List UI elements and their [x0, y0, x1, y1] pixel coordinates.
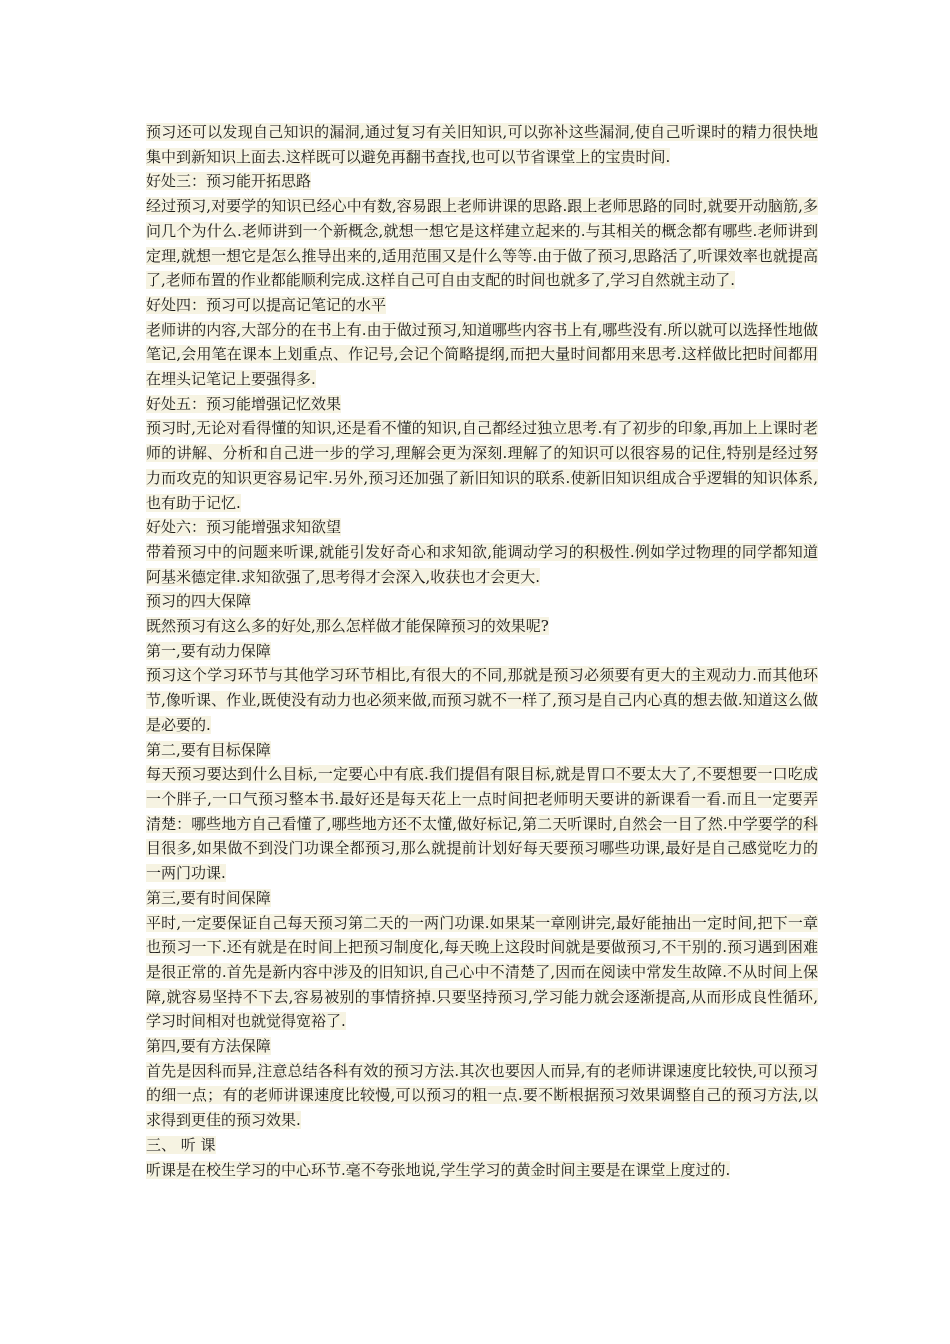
section-heading	[146, 392, 818, 417]
paragraph-text: 预习这个学习环节与其他学习环节相比,有很大的不同,那就是预习必须要有更大的主观动力.而其他环节,像听课、作业,既使没有动力也必须来做,而预习就不一样了,预习是自己内心真的想去做.知道这么做是必要的.	[146, 666, 818, 734]
paragraph-text: 老师讲的内容,大部分的在书上有.由于做过预习,知道哪些内容书上有,哪些没有.所以就可以选择性地做笔记,会用笔在课本上划重点、作记号,会记个简略提纲,而把大量时间都用来思考.这样做比把时间都用在埋头记笔记上要强得多.	[146, 320, 818, 389]
paragraph	[146, 416, 818, 515]
heading-text: 第一,要有动力保障	[146, 641, 271, 660]
heading-text: 好处四：预习可以提高记笔记的水平	[146, 295, 387, 314]
paragraph-text: 经过预习,对要学的知识已经心中有数,容易跟上老师讲课的思路.跟上老师思路的同时,就要开动脑筋,多问几个为什么.老师讲到一个新概念,就想一想它是这样建立起来的.与其相关的概念都有哪些.老师讲到定理,就想一想它是怎么推导出来的,适用范围又是什么等等.由于做了预习,思路活了,听课效率也就提高了,老师布置的作业都能顺利完成.这样自己可自由支配的时间也就多了,学习自然就主动了.	[146, 197, 818, 290]
section-heading	[146, 738, 818, 763]
heading-text: 第四,要有方法保障	[146, 1037, 271, 1056]
paragraph-text: 平时,一定要保证自己每天预习第二天的一两门功课.如果某一章刚讲完,最好能抽出一定时间,把下一章也预习一下.还有就是在时间上把预习制度化,每天晚上这段时间就是要做预习,不干别的.预习遇到困难是很正常的.首先是新内容中涉及的旧知识,自己心中不清楚了,因而在阅读中常发生故障.不从时间上保障,就容易坚持不下去,容易被别的事情挤掉.只要坚持预习,学习能力就会逐渐提高,从而形成良性循环,学习时间相对也就觉得宽裕了.	[146, 913, 818, 1031]
section-heading	[146, 589, 818, 614]
heading-text: 好处五：预习能增强记忆效果	[146, 394, 342, 413]
section-heading	[146, 1034, 818, 1059]
paragraph-text: 既然预习有这么多的好处,那么怎样做才能保障预习的效果呢?	[146, 617, 549, 636]
paragraph-text: 每天预习要达到什么目标,一定要心中有底.我们提倡有限目标,就是胃口不要太大了,不要想要一口吃成一个胖子,一口气预习整本书.最好还是每天花上一点时间把老师明天要讲的新课看一看.而且一定要弄清楚：哪些地方自己看懂了,哪些地方还不太懂,做好标记,第二天听课时,自然会一目了然.中学要学的科目很多,如果做不到没门功课全都预习,那么就提前计划好每天要预习哪些功课,最好是自己感觉吃力的一两门功课.	[146, 765, 818, 883]
paragraph	[146, 663, 818, 737]
heading-text: 好处三：预习能开拓思路	[146, 172, 312, 191]
paragraph	[146, 194, 818, 293]
paragraph-text: 带着预习中的问题来听课,就能引发好奇心和求知欲,能调动学习的积极性.例如学过物理的同学都知道阿基米德定律.求知欲强了,思考得才会深入,收获也才会更大.	[146, 542, 818, 586]
paragraph	[146, 1158, 818, 1183]
heading-text: 预习的四大保障	[146, 592, 252, 611]
paragraph-text: 听课是在校生学习的中心环节.毫不夸张地说,学生学习的黄金时间主要是在课堂上度过的.	[146, 1160, 731, 1179]
section-heading	[146, 169, 818, 194]
paragraph-text: 预习时,无论对看得懂的知识,还是看不懂的知识,自己都经过独立思考.有了初步的印象,再加上上课时老师的讲解、分析和自己进一步的学习,理解会更为深刻.理解了的知识可以很容易的记住,特别是经过努力而攻克的知识更容易记牢.另外,预习还加强了新旧知识的联系.使新旧知识组成合乎逻辑的知识体系,也有助于记忆.	[146, 419, 818, 512]
paragraph	[146, 540, 818, 589]
document-body	[146, 120, 818, 1182]
section-heading	[146, 293, 818, 318]
section-heading	[146, 1133, 818, 1158]
paragraph	[146, 1059, 818, 1133]
paragraph	[146, 762, 818, 886]
paragraph-text: 首先是因科而异,注意总结各科有效的预习方法.其次也要因人而异,有的老师讲课速度比较快,可以预习的细一点；有的老师讲课速度比较慢,可以预习的粗一点.要不断根据预习效果调整自己的预习方法,以求得到更佳的预习效果.	[146, 1061, 818, 1130]
section-heading	[146, 886, 818, 911]
paragraph	[146, 318, 818, 392]
heading-text: 好处六：预习能增强求知欲望	[146, 518, 342, 537]
paragraph	[146, 911, 818, 1035]
heading-text: 第二,要有目标保障	[146, 740, 271, 759]
paragraph	[146, 614, 818, 639]
heading-text: 第三,要有时间保障	[146, 888, 271, 907]
paragraph	[146, 120, 818, 169]
paragraph-text: 预习还可以发现自己知识的漏洞,通过复习有关旧知识,可以弥补这些漏洞,使自己听课时的精力很快地集中到新知识上面去.这样既可以避免再翻书查找,也可以节省课堂上的宝贵时间.	[146, 123, 818, 166]
heading-text: 三、 听 课	[146, 1135, 216, 1154]
section-heading	[146, 639, 818, 664]
section-heading	[146, 515, 818, 540]
